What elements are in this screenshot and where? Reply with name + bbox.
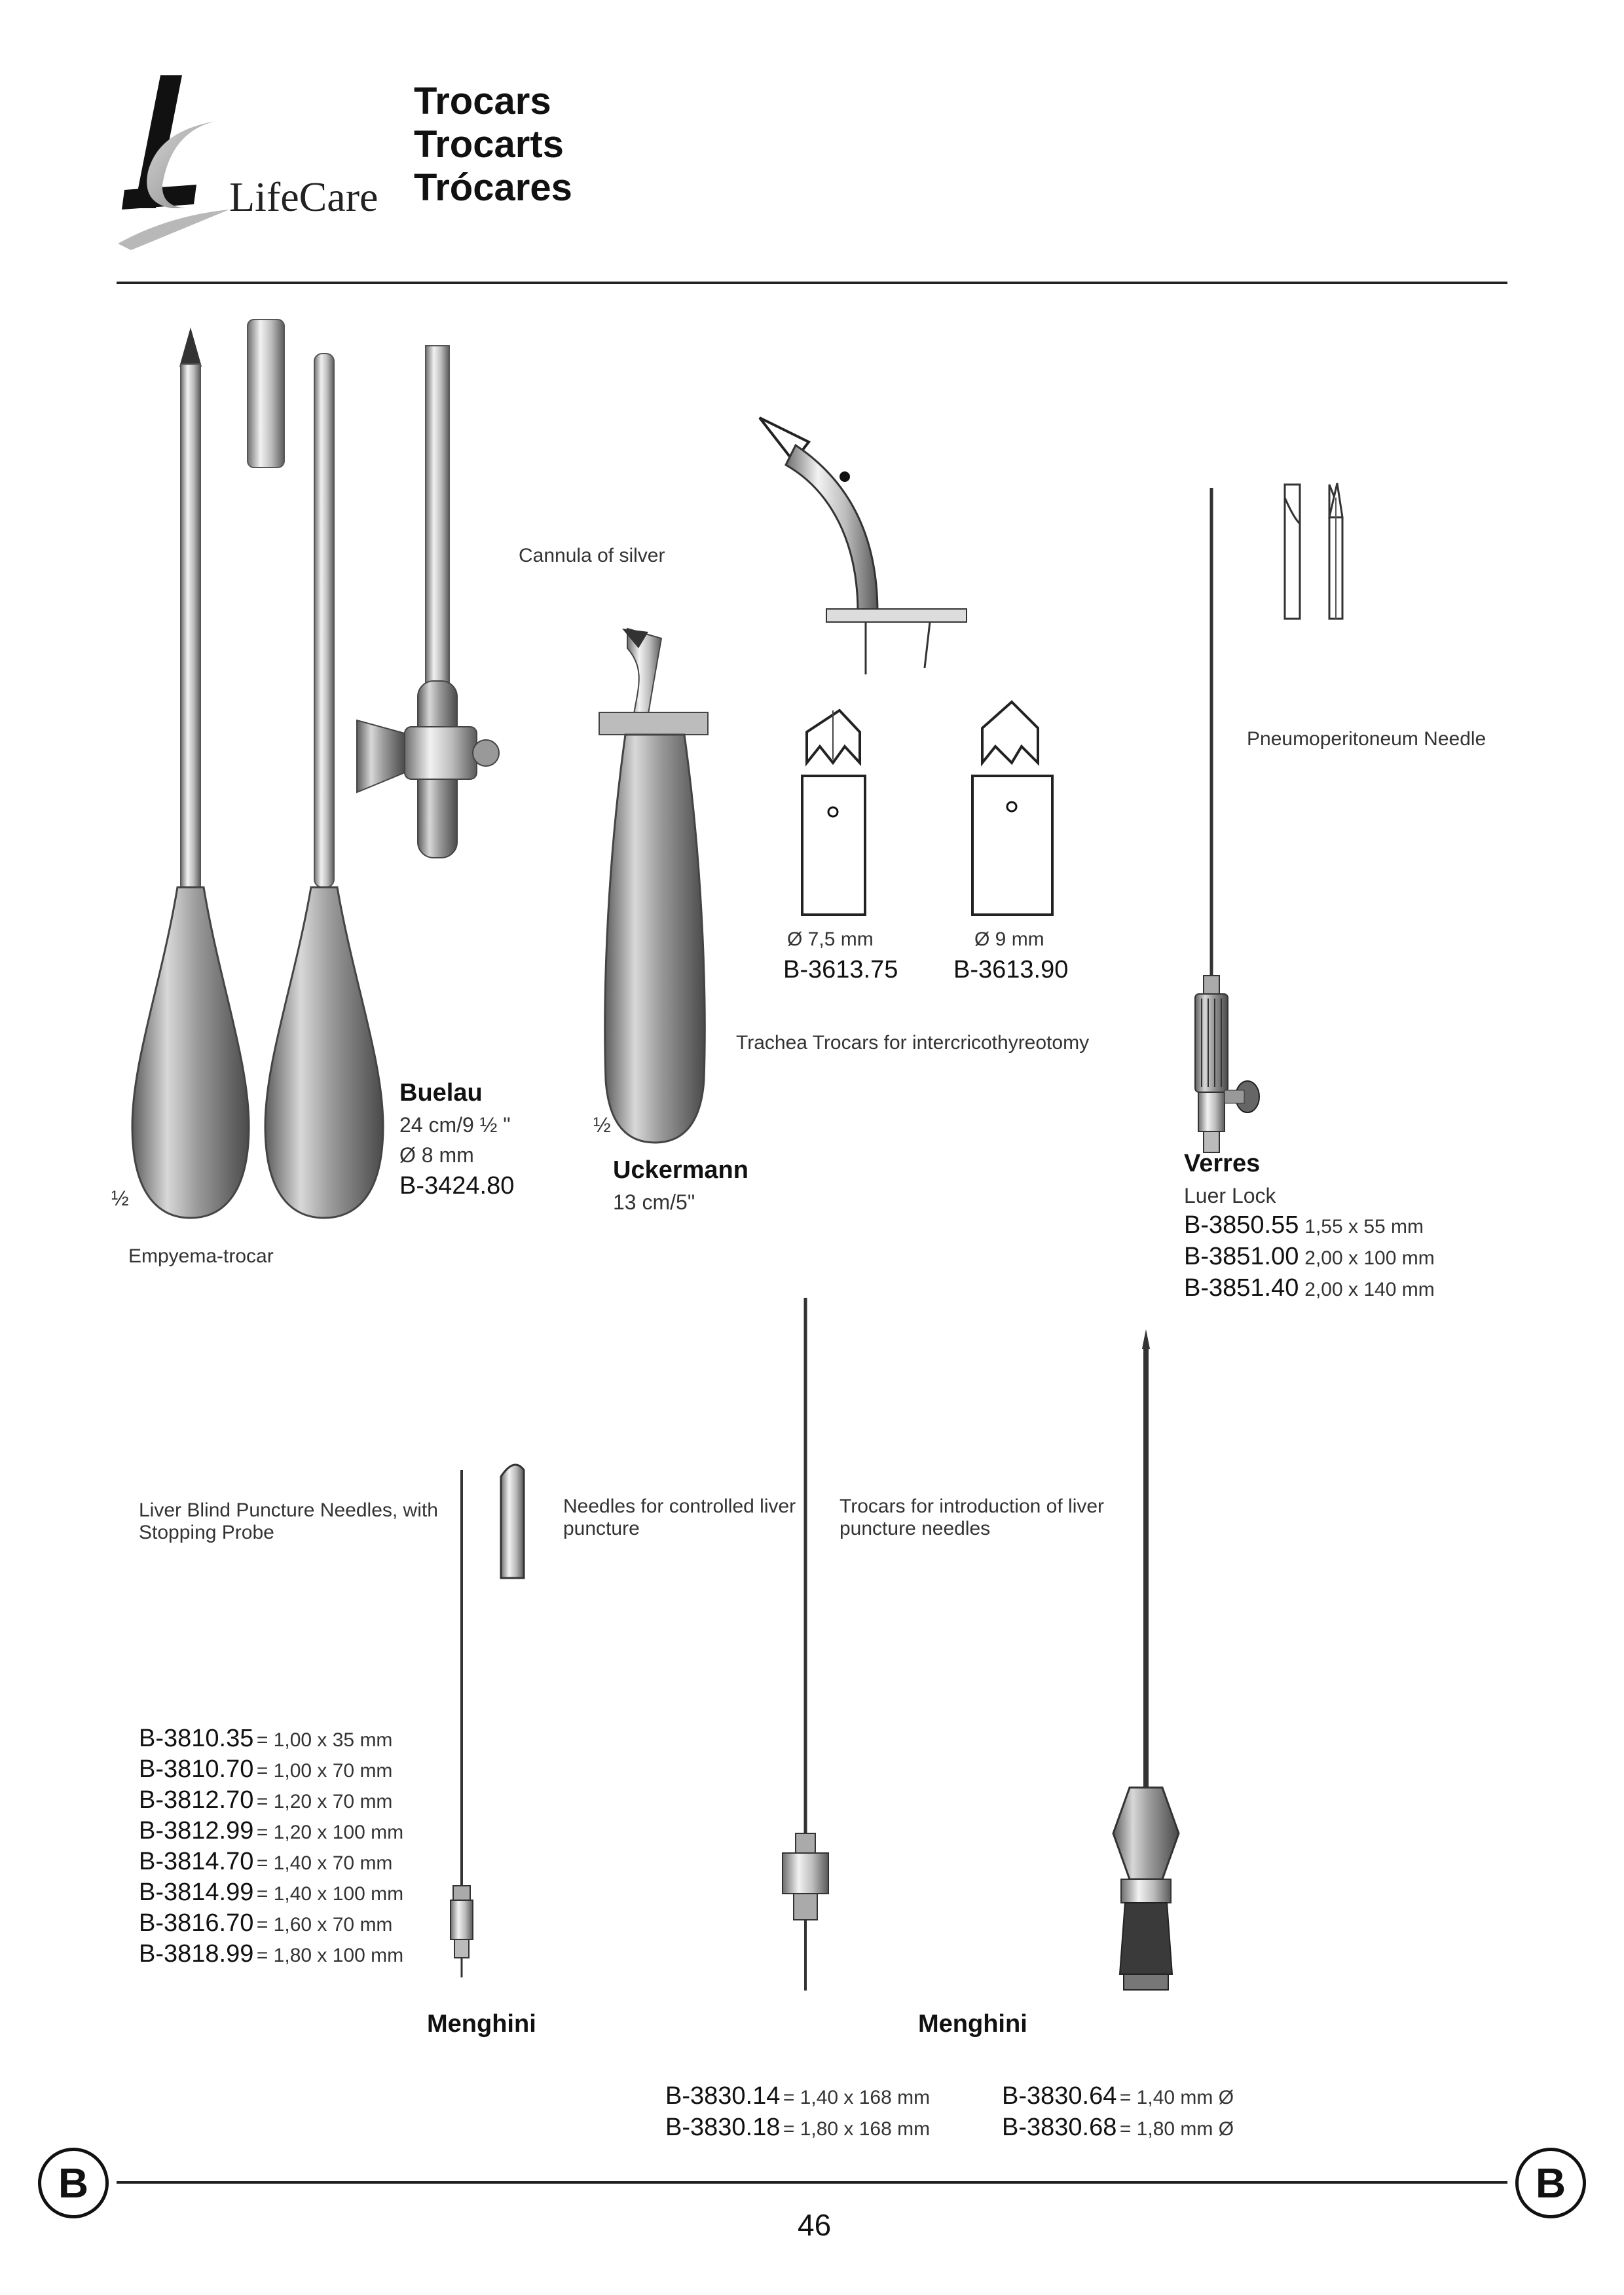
liver-blind-row [139,1940,403,1969]
liver-blind-row [139,1817,403,1846]
liver-blind-needle-illustration [451,1465,524,1977]
introduction-label-1: Trocars for introduction of liver [840,1496,1105,1517]
liver-blind-code: B-3810.70 [139,1755,254,1783]
liver-blind-code: B-3818.99 [139,1940,254,1968]
verres-code: B-3851.40 [1184,1274,1299,1302]
verres-dim: 2,00 x 100 mm [1304,1247,1435,1269]
liver-blind-row [139,1848,392,1877]
trachea-label: Trachea Trocars for intercricothyreotomy [736,1032,1090,1054]
liver-blind-code: B-3810.35 [139,1725,254,1752]
controlled-label-2: puncture [563,1518,640,1539]
verres-dim: 1,55 x 55 mm [1304,1216,1424,1238]
empyema-trocar-illustration [132,320,383,1218]
buelau-size: 24 cm/9 ½ " [399,1113,511,1137]
cannula-silver-label: Cannula of silver [519,545,665,566]
verres-sub: Luer Lock [1184,1184,1276,1207]
menghini-right-name: Menghini [918,2010,1027,2038]
liver-blind-row [139,1755,392,1784]
verres-code: B-3851.00 [1184,1243,1299,1270]
liver-blind-row [139,1879,403,1907]
scale-half-uckermann: ½ [593,1113,611,1137]
menghini-code: B-3830.14 [665,2082,781,2110]
verres-needle-illustration [1195,488,1259,1152]
trachea-diameter-9: Ø 9 mm [974,928,1044,950]
silver-cannula-illustration [357,346,499,858]
verres-dim: 2,00 x 140 mm [1304,1279,1435,1300]
trachea-code-75: B-3613.75 [783,956,898,983]
pneumo-label: Pneumoperitoneum Needle [1247,728,1486,750]
liver-blind-code: B-3814.99 [139,1879,254,1906]
menghini-left-name: Menghini [427,2010,536,2038]
scale-half-left: ½ [111,1186,129,1210]
liver-blind-label-1: Liver Blind Puncture Needles, with [139,1499,438,1521]
liver-blind-dim: = 1,60 x 70 mm [256,1914,393,1936]
introduction-label-2: puncture needles [840,1518,991,1539]
introduction-trocar-illustration [1113,1329,1179,1990]
verres-row [1184,1243,1435,1272]
menghini-dim: = 1,40 x 168 mm [783,2087,931,2108]
trachea-tip-9-illustration [972,702,1052,915]
liver-blind-label-2: Stopping Probe [139,1522,274,1543]
liver-blind-dim: = 1,00 x 70 mm [256,1760,393,1782]
liver-blind-code: B-3816.70 [139,1909,254,1937]
verres-row [1184,1274,1435,1303]
uckermann-illustration [599,629,708,1143]
trachea-code-9: B-3613.90 [953,956,1069,983]
menghini-row [1002,2114,1234,2142]
page-number: 46 [798,2208,832,2242]
liver-blind-code: B-3812.70 [139,1786,254,1814]
liver-blind-row [139,1725,392,1753]
buelau-diameter: Ø 8 mm [399,1143,474,1167]
verres-code: B-3850.55 [1184,1211,1299,1239]
liver-blind-dim: = 1,40 x 70 mm [256,1852,393,1874]
menghini-code: B-3830.64 [1002,2082,1117,2110]
menghini-dim: = 1,40 mm Ø [1119,2087,1234,2108]
pneumoperitoneum-tips-illustration [1285,483,1342,619]
controlled-liver-needle-illustration [783,1298,828,1991]
menghini-row [665,2114,930,2142]
liver-blind-dim: = 1,80 x 100 mm [256,1945,404,1966]
liver-blind-dim: = 1,20 x 100 mm [256,1822,404,1843]
menghini-dim: = 1,80 x 168 mm [783,2118,931,2140]
uckermann-name: Uckermann [613,1156,748,1184]
verres-row [1184,1211,1424,1240]
title-es: Trócares [414,166,572,209]
liver-blind-row [139,1786,392,1815]
liver-blind-row [139,1909,392,1938]
liver-blind-dim: = 1,00 x 35 mm [256,1729,393,1751]
section-badge-right: B [1515,2148,1586,2218]
buelau-name: Buelau [399,1079,483,1107]
menghini-code: B-3830.68 [1002,2114,1117,2141]
section-badge-left: B [38,2148,109,2218]
title-fr: Trocarts [414,123,564,166]
liver-blind-code: B-3812.99 [139,1817,254,1845]
verres-name: Verres [1184,1150,1261,1177]
lifecare-logo [118,75,229,250]
trachea-trocar-curved-illustration [760,418,967,674]
menghini-dim: = 1,80 mm Ø [1119,2118,1234,2140]
liver-blind-dim: = 1,20 x 70 mm [256,1791,393,1812]
uckermann-size: 13 cm/5" [613,1190,695,1214]
title-en: Trocars [414,80,551,122]
menghini-code: B-3830.18 [665,2114,781,2141]
controlled-label-1: Needles for controlled liver [563,1496,796,1517]
empyema-label: Empyema-trocar [128,1245,274,1267]
menghini-row [1002,2082,1234,2111]
logo-text: LifeCare [229,174,378,220]
trachea-diameter-75: Ø 7,5 mm [787,928,874,950]
liver-blind-code: B-3814.70 [139,1848,254,1875]
buelau-code: B-3424.80 [399,1172,515,1200]
trachea-tip-75-illustration [802,710,865,915]
liver-blind-dim: = 1,40 x 100 mm [256,1883,404,1905]
menghini-row [665,2082,930,2111]
